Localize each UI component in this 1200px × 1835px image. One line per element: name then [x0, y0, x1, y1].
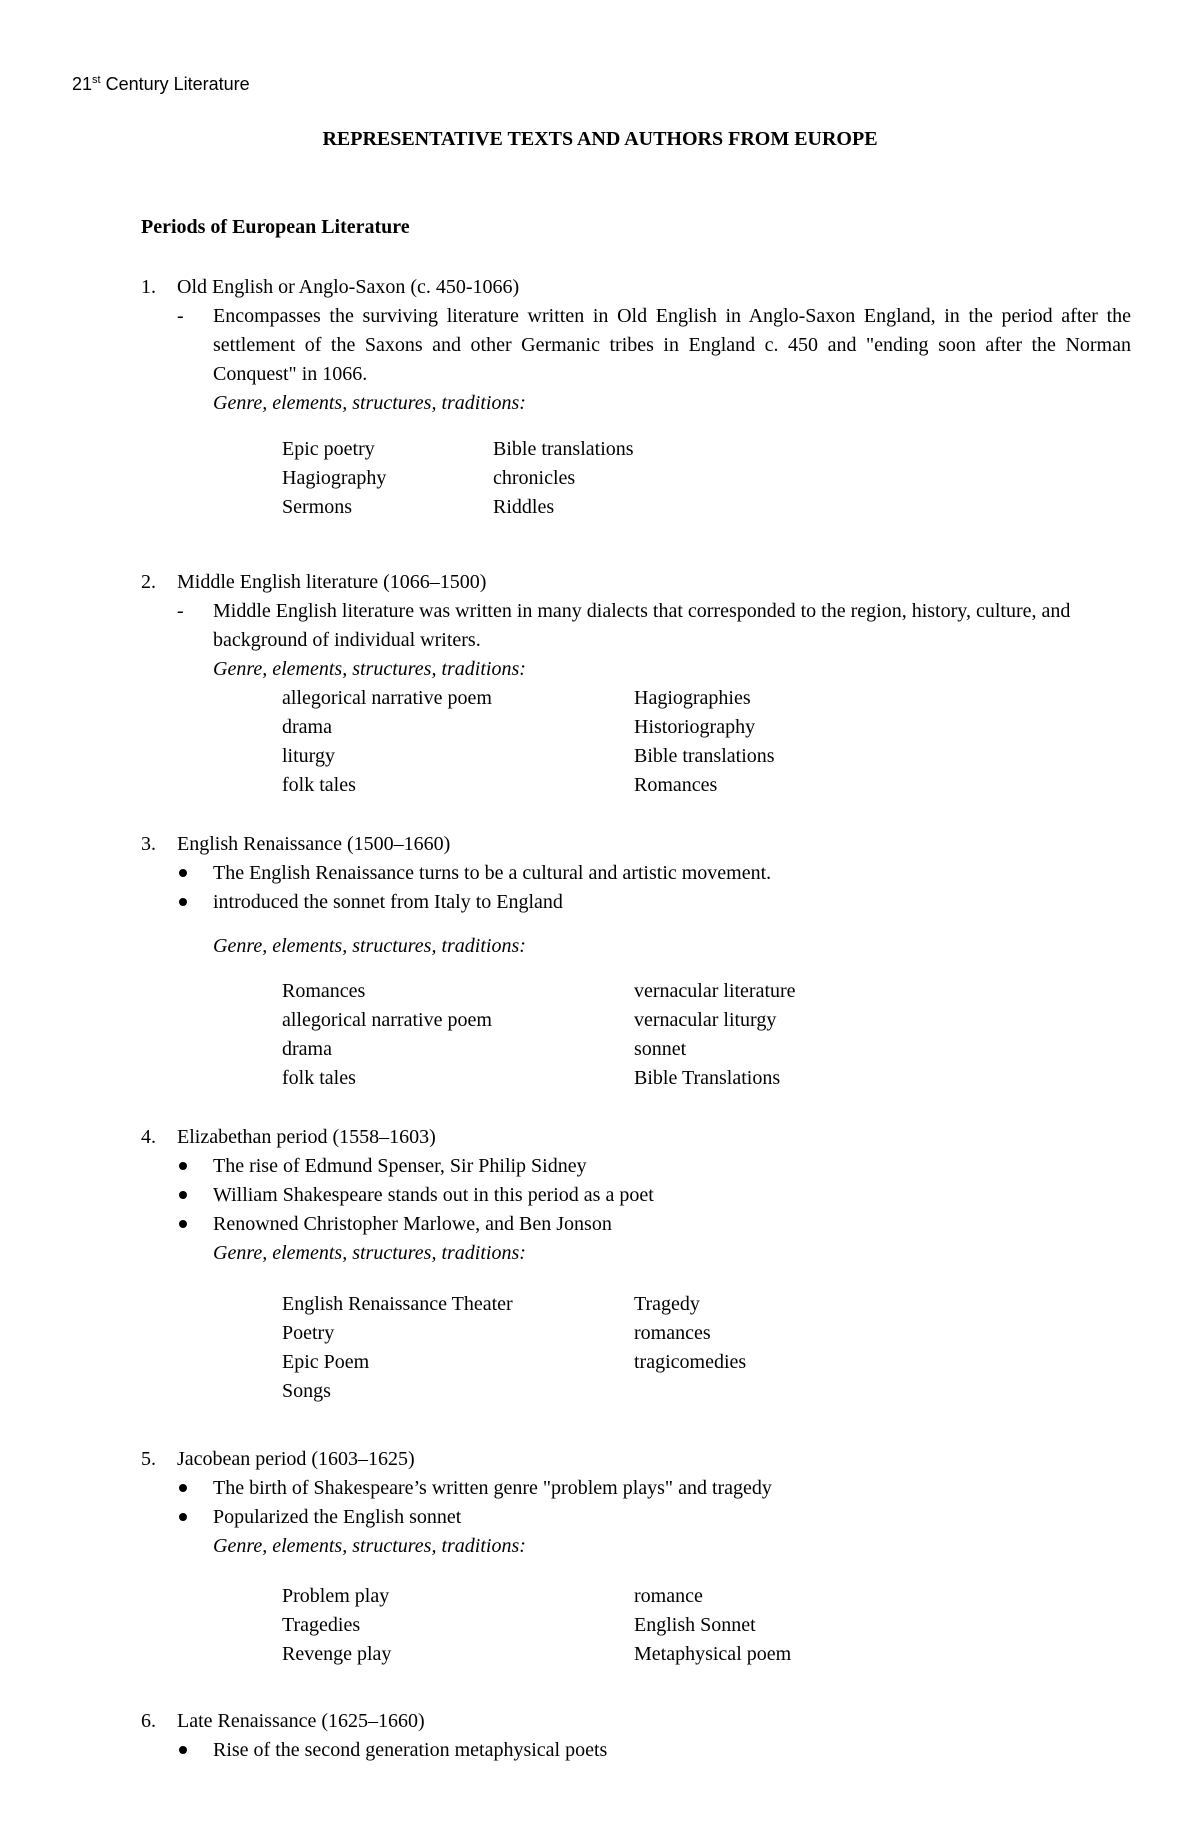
section-heading: Late Renaissance (1625–1660) [177, 1710, 425, 1732]
section-late-renaissance: 6. Late Renaissance (1625–1660) Rise of the second generation metaphysical poets [141, 1707, 1131, 1765]
document-title: REPRESENTATIVE TEXTS AND AUTHORS FROM EUROPE [322, 128, 878, 150]
section-description: Middle English literature was written in many dialects that corresponded to the region, history, culture, and background of individual writers. [213, 600, 1071, 651]
section-old-english: 1. Old English or Anglo-Saxon (c. 450-1066) - Encompasses the surviving literature written in Old English in Anglo-Saxon England, in the period after the settlement of the Saxons and other Germanic tribes in England c. 450 and "ending soon after the Norman Conquest" in 1066. Genre, elements, structures, traditions: Epic poetry Bible translations Hagiography chronicles Sermons Riddles [141, 273, 1131, 522]
genre-table: Romances vernacular literature allegorical narrative poem vernacular liturgy drama sonnet folk tales Bible Translations [282, 980, 796, 1089]
page-header: 21st Century Literature [72, 74, 250, 94]
genre-table: English Renaissance Theater Tragedy Poetry romances Epic Poem tragicomedies Songs [282, 1293, 747, 1402]
section-heading: English Renaissance (1500–1660) [177, 833, 451, 855]
bullet-icon [179, 898, 187, 906]
bullet-icon [179, 1220, 187, 1228]
section-elizabethan: 4. Elizabethan period (1558–1603) The rise of Edmund Spenser, Sir Philip Sidney William Shakespeare stands out in this period as a poet Renowned Christopher Marlowe, and Ben Jonson Genre, elements, structures, traditions: English Renaissance Theater Tragedy Poetry romances Epic Poem tragicomedies Songs [141, 1123, 1131, 1406]
section-heading: Jacobean period (1603–1625) [177, 1448, 415, 1470]
section-description: Encompasses the surviving literature written in Old English in Anglo-Saxon England, in the period after the settlement of the Saxons and other Germanic tribes in England c. 450 and "ending soon after the Norman Conquest" in 1066. [213, 305, 1131, 385]
section-jacobean: 5. Jacobean period (1603–1625) The birth of Shakespeare’s written genre "problem plays" and tragedy Popularized the English sonnet Genre, elements, structures, traditions: Problem play romance Tragedies English Sonnet Revenge play Metaphysical poem [141, 1445, 1131, 1669]
genre-label: Genre, elements, structures, traditions: [213, 1535, 526, 1557]
genre-table: Problem play romance Tragedies English Sonnet Revenge play Metaphysical poem [282, 1585, 792, 1665]
bullet-icon [179, 1484, 187, 1492]
section-heading: Old English or Anglo-Saxon (c. 450-1066) [177, 276, 520, 298]
section-english-renaissance: 3. English Renaissance (1500–1660) The English Renaissance turns to be a cultural and artistic movement. introduced the sonnet from Italy to England Genre, elements, structures, traditions: Romances vernacular literature allegorical narrative poem vernacular liturgy drama sonnet folk tales Bible Translations [141, 830, 1131, 1093]
genre-table: allegorical narrative poem Hagiographies drama Historiography liturgy Bible translations folk tales Romances [282, 687, 775, 796]
bullet-icon [179, 1513, 187, 1521]
genre-table: Epic poetry Bible translations Hagiography chronicles Sermons Riddles [282, 438, 634, 518]
section-heading: Elizabethan period (1558–1603) [177, 1126, 436, 1148]
bullet-icon [179, 1162, 187, 1170]
bullet-icon [179, 1746, 187, 1754]
bullet-icon [179, 869, 187, 877]
genre-label: Genre, elements, structures, traditions: [213, 1242, 526, 1264]
section-heading: Middle English literature (1066–1500) [177, 571, 487, 593]
genre-label: Genre, elements, structures, traditions: [213, 392, 526, 414]
genre-label: Genre, elements, structures, traditions: [213, 658, 526, 680]
section-middle-english: 2. Middle English literature (1066–1500) - Middle English literature was written in many dialects that corresponded to the region, history, culture, and background of individual writers. Genre, elements, structures, traditions: allegorical narrative poem Hagiographies drama Historiography liturgy Bible translations folk tales Romances [141, 568, 1131, 800]
bullet-icon [179, 1191, 187, 1199]
document-subtitle: Periods of European Literature [141, 216, 410, 238]
genre-label: Genre, elements, structures, traditions: [213, 935, 526, 957]
